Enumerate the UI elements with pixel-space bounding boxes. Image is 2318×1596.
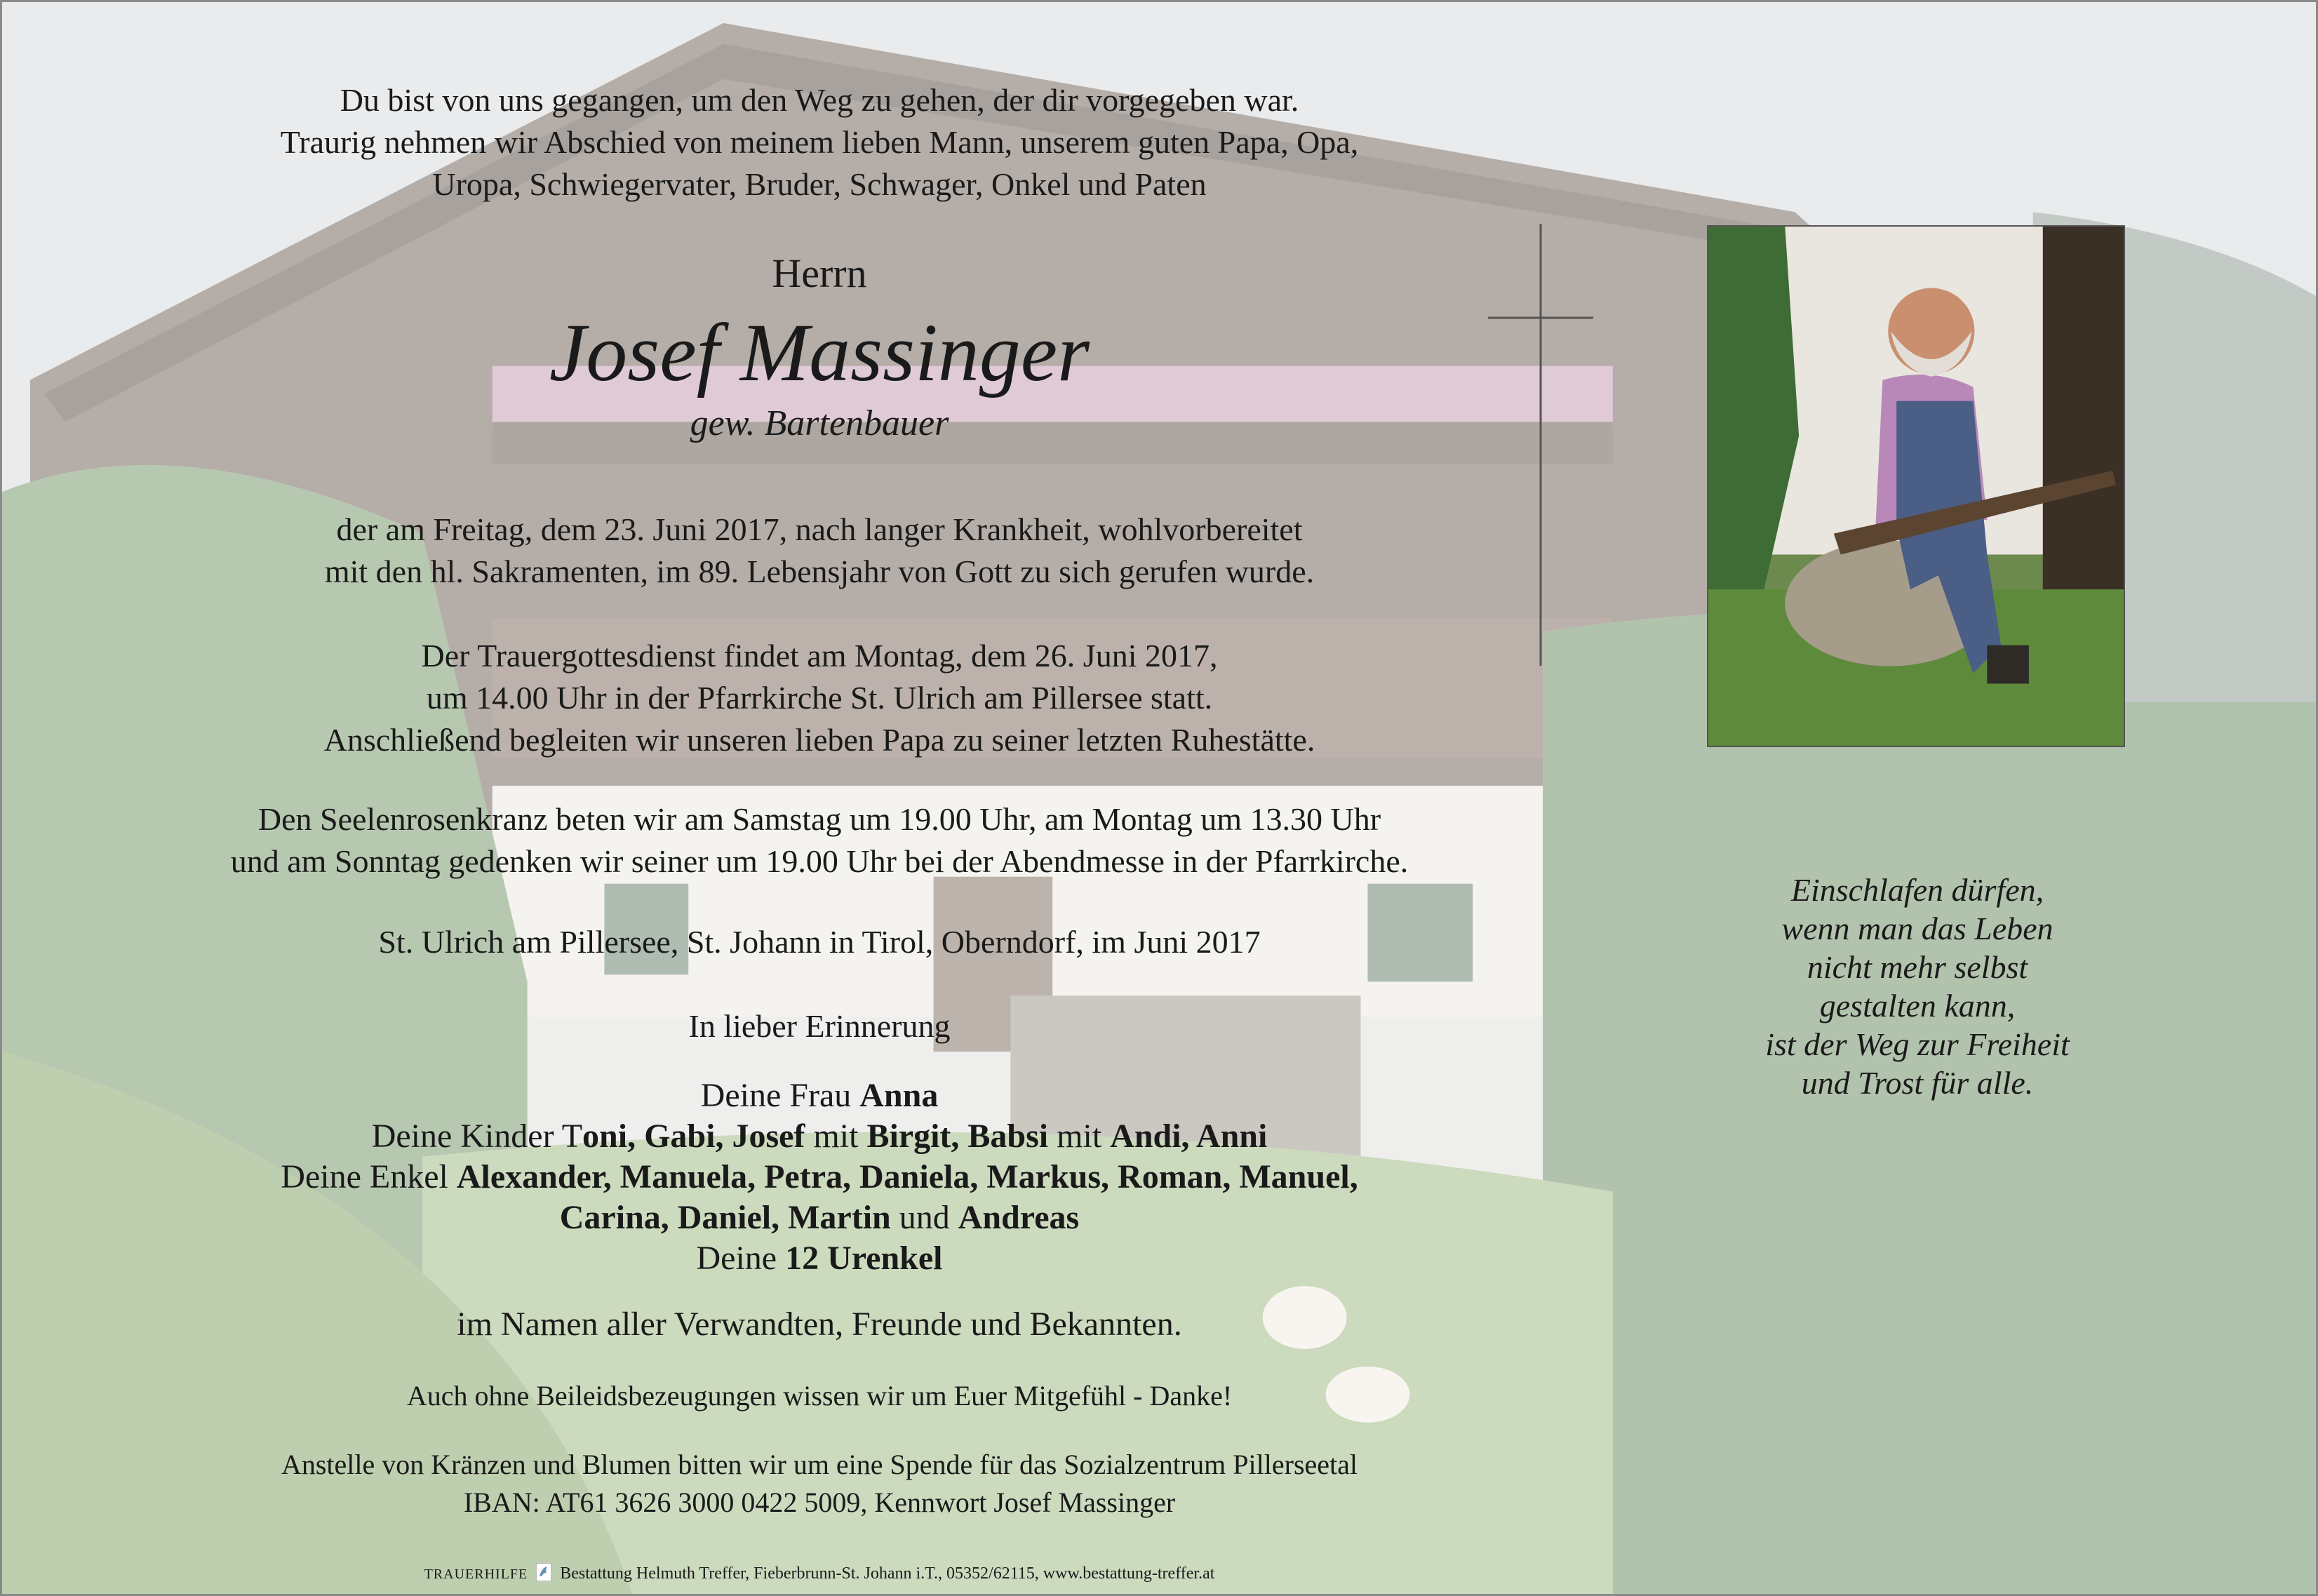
- memory-line: In lieber Erinnerung: [688, 1008, 951, 1044]
- dove-logo-icon: [536, 1563, 551, 1581]
- family-connector: und: [890, 1199, 958, 1236]
- deceased-name: Josef Massinger: [549, 307, 1090, 398]
- footer-brand: TRAUERHILFE: [424, 1567, 528, 1582]
- service-line: Anschließend begleiten wir unseren lieben Papa zu seiner letzten Ruhestätte.: [323, 722, 1315, 758]
- family-prefix: Deine: [696, 1240, 786, 1277]
- family-names: Andi, Anni: [1110, 1118, 1268, 1155]
- service-line: um 14.00 Uhr in der Pfarrkirche St. Ulrich am Pillersee statt.: [426, 680, 1213, 716]
- family-names: Anna: [859, 1077, 939, 1114]
- intro-line: Du bist von uns gegangen, um den Weg zu gehen, der dir vorgegeben war.: [340, 82, 1299, 118]
- family-wife: [93, 1075, 1546, 1116]
- donation-note: [93, 1446, 1546, 1522]
- family-names: 12 Urenkel: [785, 1240, 943, 1277]
- condolence-note: Auch ohne Beileidsbezeugungen wissen wir um Euer Mitgefühl - Danke!: [406, 1380, 1233, 1411]
- death-notice-line: mit den hl. Sakramenten, im 89. Lebensjahr von Gott zu sich gerufen wurde.: [324, 554, 1315, 589]
- family-list: [93, 1075, 1546, 1279]
- footer-text: Bestattung Helmuth Treffer, Fieberbrunn-St. Johann i.T., 05352/62115, www.bestattung-treffer.at: [560, 1564, 1215, 1583]
- poem-line: wenn man das Leben: [1781, 911, 2054, 946]
- family-initial: T: [561, 1118, 583, 1155]
- undertaker-footer: [93, 1563, 1546, 1585]
- family-connector: mit: [1048, 1118, 1111, 1155]
- family-prefix: Deine Enkel: [281, 1158, 457, 1195]
- portrait-photo: [1707, 225, 2125, 747]
- rosary-line: und am Sonntag gedenken wir seiner um 19.00 Uhr bei der Abendmesse in der Pfarrkirche.: [230, 843, 1409, 879]
- poem-line: nicht mehr selbst: [1807, 949, 2028, 985]
- relatives-line: im Namen aller Verwandten, Freunde und Bekannten.: [457, 1306, 1182, 1343]
- funeral-service: [93, 635, 1546, 761]
- poem: [1672, 871, 2163, 1102]
- poem-line: ist der Weg zur Freiheit: [1765, 1026, 2070, 1062]
- intro-line: Traurig nehmen wir Abschied von meinem lieben Mann, unserem guten Papa, Opa,: [280, 124, 1359, 160]
- death-notice-line: der am Freitag, dem 23. Juni 2017, nach langer Krankheit, wohlvorbereitet: [336, 511, 1303, 547]
- family-prefix: Deine Frau: [700, 1077, 860, 1114]
- cross-icon: [1488, 224, 1593, 666]
- rosary-line: Den Seelenrosenkranz beten wir am Samstag um 19.00 Uhr, am Montag um 13.30 Uhr: [257, 801, 1381, 837]
- family-names: Alexander, Manuela, Petra, Daniela, Markus, Roman, Manuel,: [456, 1158, 1358, 1195]
- salutation: Herrn: [772, 250, 867, 296]
- family-connector: mit: [805, 1118, 867, 1155]
- family-names: Carina, Daniel, Martin: [559, 1199, 891, 1236]
- rosary-notice: [93, 798, 1546, 883]
- family-children: [93, 1116, 1546, 1157]
- deceased-nickname: gew. Bartenbauer: [690, 403, 949, 443]
- family-names: oni, Gabi, Josef: [582, 1118, 805, 1155]
- poem-line: gestalten kann,: [1819, 988, 2016, 1024]
- family-names: Birgit, Babsi: [866, 1118, 1049, 1155]
- poem-line: Einschlafen dürfen,: [1790, 872, 2044, 908]
- death-notice: [93, 509, 1546, 593]
- obituary-content: [2, 2, 2316, 1594]
- donation-line: Anstelle von Kränzen und Blumen bitten wir um eine Spende für das Sozialzentrum Pillerseetal: [281, 1449, 1358, 1480]
- family-grandchildren-cont: [93, 1198, 1546, 1238]
- family-great-grandchildren: [93, 1238, 1546, 1279]
- family-grandchildren: [93, 1157, 1546, 1198]
- intro-line: Uropa, Schwiegervater, Bruder, Schwager, Onkel und Paten: [432, 166, 1207, 202]
- place-date: St. Ulrich am Pillersee, St. Johann in Tirol, Oberndorf, im Juni 2017: [378, 924, 1261, 960]
- service-line: Der Trauergottesdienst findet am Montag, dem 26. Juni 2017,: [421, 638, 1218, 673]
- intro-text: [93, 79, 1546, 206]
- family-prefix: Deine Kinder: [371, 1118, 562, 1155]
- poem-line: und Trost für alle.: [1801, 1065, 2034, 1101]
- family-names: Andreas: [958, 1199, 1080, 1236]
- donation-line: IBAN: AT61 3626 3000 0422 5009, Kennwort Josef Massinger: [463, 1487, 1176, 1518]
